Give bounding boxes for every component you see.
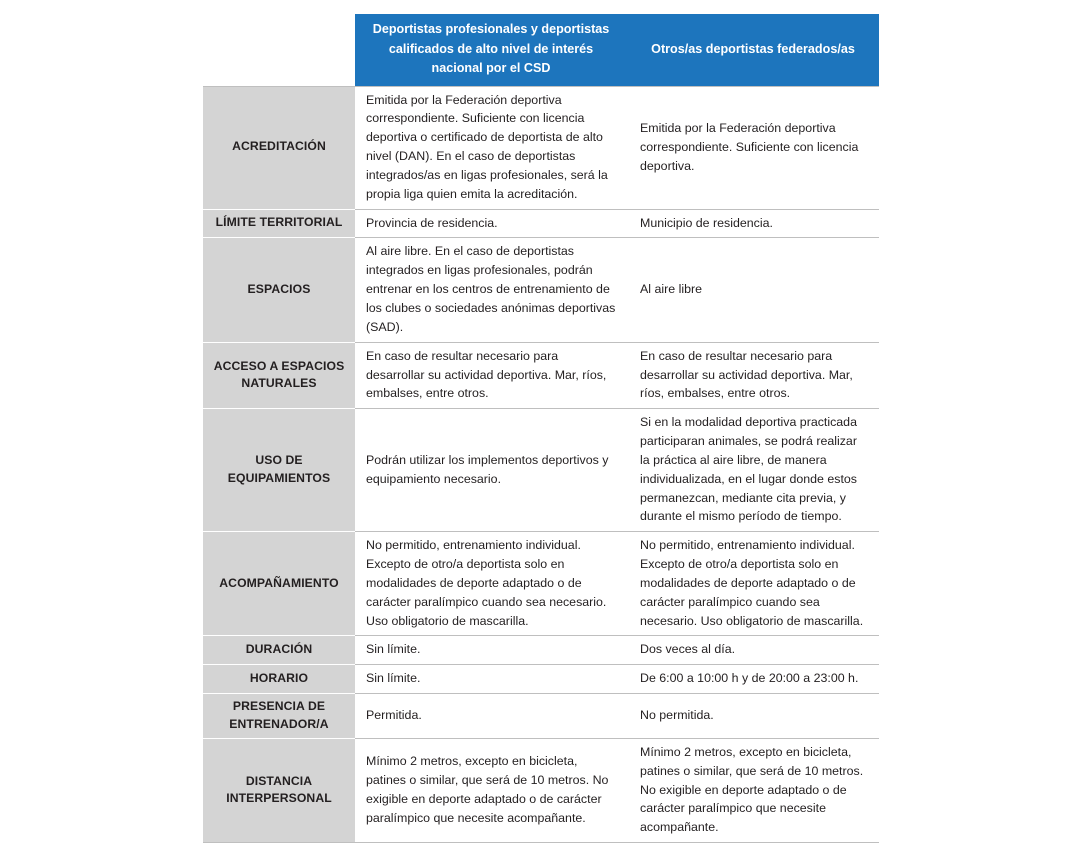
cell-professional-6: No permitido, entrenamiento individual. Excepto de otro/a deportista solo en modalidades de deporte adaptado o de carácter paralímpico cuando sea necesario. Uso obligatorio de mascarilla. [355, 532, 627, 636]
cell-federated-8: De 6:00 a 10:00 h y de 20:00 a 23:00 h. [627, 665, 879, 694]
conditions-comparison-table [203, 14, 879, 843]
cell-federated-3: Al aire libre [627, 238, 879, 342]
cell-federated-10: Mínimo 2 metros, excepto en bicicleta, patines o similar, que será de 10 metros. No exigible en deporte adaptado o de carácter paralímpico que necesite acompañante. [627, 738, 879, 842]
table-row [203, 532, 879, 636]
table-row [203, 238, 879, 342]
header-corner-blank [203, 14, 355, 86]
table-row [203, 342, 879, 409]
row-label-8: HORARIO [203, 665, 355, 694]
header-column-professional-athletes: Deportistas profesionales y deportistas calificados de alto nivel de interés nacional por el CSD [355, 14, 627, 86]
cell-federated-9: No permitida. [627, 694, 879, 739]
cell-federated-1: Emitida por la Federación deportiva correspondiente. Suficiente con licencia deportiva. [627, 86, 879, 209]
row-label-4: ACCESO A ESPACIOS NATURALES [203, 342, 355, 409]
row-label-2: LÍMITE TERRITORIAL [203, 209, 355, 238]
cell-professional-9: Permitida. [355, 694, 627, 739]
table-row [203, 665, 879, 694]
row-label-1: ACREDITACIÓN [203, 86, 355, 209]
table-row [203, 738, 879, 842]
cell-professional-8: Sin límite. [355, 665, 627, 694]
cell-federated-6: No permitido, entrenamiento individual. Excepto de otro/a deportista solo en modalidades de deporte adaptado o de carácter paralímpico cuando sea necesario. Uso obligatorio de mascarilla. [627, 532, 879, 636]
row-label-9: PRESENCIA DE ENTRENADOR/A [203, 694, 355, 739]
cell-professional-2: Provincia de residencia. [355, 209, 627, 238]
table-row [203, 86, 879, 209]
cell-professional-7: Sin límite. [355, 636, 627, 665]
cell-professional-3: Al aire libre. En el caso de deportistas integrados en ligas profesionales, podrán entrenar en los centros de entrenamiento de los clubes o sociedades anónimas deportivas (SAD). [355, 238, 627, 342]
table-header-row [203, 14, 879, 86]
table-header [203, 14, 879, 86]
cell-federated-4: En caso de resultar necesario para desarrollar su actividad deportiva. Mar, ríos, embalses, entre otros. [627, 342, 879, 409]
table-row [203, 694, 879, 739]
cell-professional-10: Mínimo 2 metros, excepto en bicicleta, patines o similar, que será de 10 metros. No exigible en deporte adaptado o de carácter paralímpico que necesite acompañante. [355, 738, 627, 842]
row-label-5: USO DE EQUIPAMIENTOS [203, 409, 355, 532]
table-row [203, 409, 879, 532]
table-row [203, 636, 879, 665]
comparison-table-sheet [203, 14, 879, 843]
table-body [203, 86, 879, 843]
cell-professional-4: En caso de resultar necesario para desarrollar su actividad deportiva. Mar, ríos, embalses, entre otros. [355, 342, 627, 409]
cell-federated-2: Municipio de residencia. [627, 209, 879, 238]
cell-federated-7: Dos veces al día. [627, 636, 879, 665]
cell-federated-5: Si en la modalidad deportiva practicada participaran animales, se podrá realizar la práctica al aire libre, de manera individualizada, en el lugar donde estos permanezcan, mediante cita previa, y durante el mismo período de tiempo. [627, 409, 879, 532]
cell-professional-5: Podrán utilizar los implementos deportivos y equipamiento necesario. [355, 409, 627, 532]
row-label-6: ACOMPAÑAMIENTO [203, 532, 355, 636]
row-label-3: ESPACIOS [203, 238, 355, 342]
header-column-federated-athletes: Otros/as deportistas federados/as [627, 14, 879, 86]
row-label-7: DURACIÓN [203, 636, 355, 665]
table-row [203, 209, 879, 238]
cell-professional-1: Emitida por la Federación deportiva correspondiente. Suficiente con licencia deportiva o certificado de deportista de alto nivel (DAN). En el caso de deportistas integrados/as en ligas profesionales, será la propia liga quien emita la acreditación. [355, 86, 627, 209]
row-label-10: DISTANCIA INTERPERSONAL [203, 738, 355, 842]
